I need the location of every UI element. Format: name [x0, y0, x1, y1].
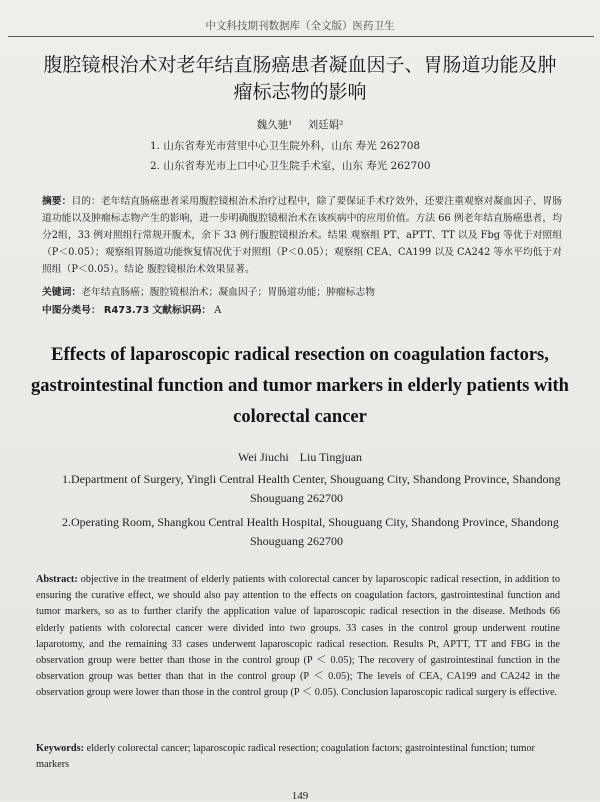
english-abstract [36, 572, 560, 702]
english-affiliation-1-line2: Shouguang 262700 [250, 491, 343, 505]
english-affiliation-2-line2: Shouguang 262700 [250, 534, 343, 548]
page-number: 149 [291, 790, 309, 802]
english-affiliation-1-line1: 1.Department of Surgery, Yingli Central Health Center, Shouguang City, Shandong Province, Shandong [62, 472, 561, 486]
chinese-keywords [42, 284, 562, 301]
chinese-keywords-text: 老年结直肠癌；腹腔镜根治术；凝血因子；胃肠道功能；肿瘤标志物 [81, 287, 376, 298]
chinese-abstract [42, 193, 562, 278]
english-abstract-text: objective in the treatment of elderly patients with colorectal cancer by laparoscopic radical resection, in addition to ensuring the curative effect, we should also pay attention to the effects on coagulation factors, gastrointestinal function and tumor markers, so as to further clarify the application value of laparoscopic radical resection in the disease. Methods 66 elderly patients with colorectal cancer were divided into two groups. 33 cases in the control group underwent routine laparotomy, and the remaining 33 cases underwent laparoscopic radical resection. Results Pt, APTT, TT and FBG in the observation group were better than those in the control group (P ＜ 0.05); The recovery of gastrointestinal function in the observation group was better than that in the control group (P ＜ 0.05); The levels of CEA, CA199 and CA242 in the observation group were lower than those in the control group (P ＜ 0.05). Conclusion laparoscopic radical surgery is effective. [36, 574, 561, 699]
chinese-title: 腹腔镜根治术对老年结直肠癌患者凝血因子、胃肠道功能及肿瘤标志物的影响 [43, 54, 557, 103]
chinese-affiliation-1: 1. 山东省寿光市营里中心卫生院外科，山东 寿光 262708 [150, 140, 421, 152]
english-keywords-text: elderly colorectal cancer; laparoscopic radical resection; coagulation factors; gastrointestinal function; tumor markers [36, 743, 535, 770]
english-affiliation-2-line1: 2.Operating Room, Shangkou Central Health Hospital, Shouguang City, Shandong Province, Shandong [62, 515, 559, 529]
chinese-abstract-text: 目的：老年结直肠癌患者采用腹腔镜根治术治疗过程中，除了要保证手术疗效外，还要注重观察对凝血因子、胃肠道功能以及肿瘤标志物产生的影响，进一步明确腹腔镜根治术在该疾病中的应用价值。方法 66 例老年结直肠癌患者，均分2组，33 例对照组行常规开腹术，余下 33 例行腹腔镜根治术。结果 观察组 PT、aPTT、TT 以及 Fbg 等优于对照组（P＜0.05）；观察组胃肠道功能恢复情况优于对照组（P＜0.05）；观察组 CEA、CA199 以及 CA242 等水平均低于对照组（P＜0.05）。结论 腹腔镜根治术效果显著。 [42, 196, 563, 275]
chinese-keywords-label: 关键词： [42, 287, 82, 298]
chinese-author-2: 刘廷娟² [307, 119, 344, 131]
doc-code-label: 文献标识码： [152, 305, 212, 316]
english-author-1: Wei Jiuchi [237, 450, 289, 464]
header-divider [8, 36, 594, 37]
english-keywords [36, 741, 560, 773]
doc-code: A [214, 305, 222, 316]
english-abstract-label: Abstract: [36, 574, 78, 585]
english-title: Effects of laparoscopic radical resection on coagulation factors, gastrointestinal function and tumor markers in elderly patients with colorectal cancer [31, 345, 569, 427]
english-keywords-label: Keywords: [36, 743, 85, 754]
chinese-author-1: 魏久驰¹ [256, 119, 293, 131]
chinese-affiliation-2: 2. 山东省寿光市上口中心卫生院手术室，山东 寿光 262700 [150, 160, 431, 172]
english-author-2: Liu Tingjuan [299, 450, 363, 464]
classification-code: R473.73 [103, 305, 150, 316]
classification-line [42, 302, 562, 319]
chinese-authors [0, 117, 600, 132]
running-header: 中文科技期刊数据库（全文版）医药卫生 [205, 20, 395, 32]
chinese-abstract-label: 摘要： [42, 196, 72, 207]
english-affiliation-2 [62, 513, 562, 551]
english-authors [0, 450, 600, 465]
classification-label: 中图分类号： [42, 305, 101, 316]
english-affiliation-1 [62, 470, 562, 508]
